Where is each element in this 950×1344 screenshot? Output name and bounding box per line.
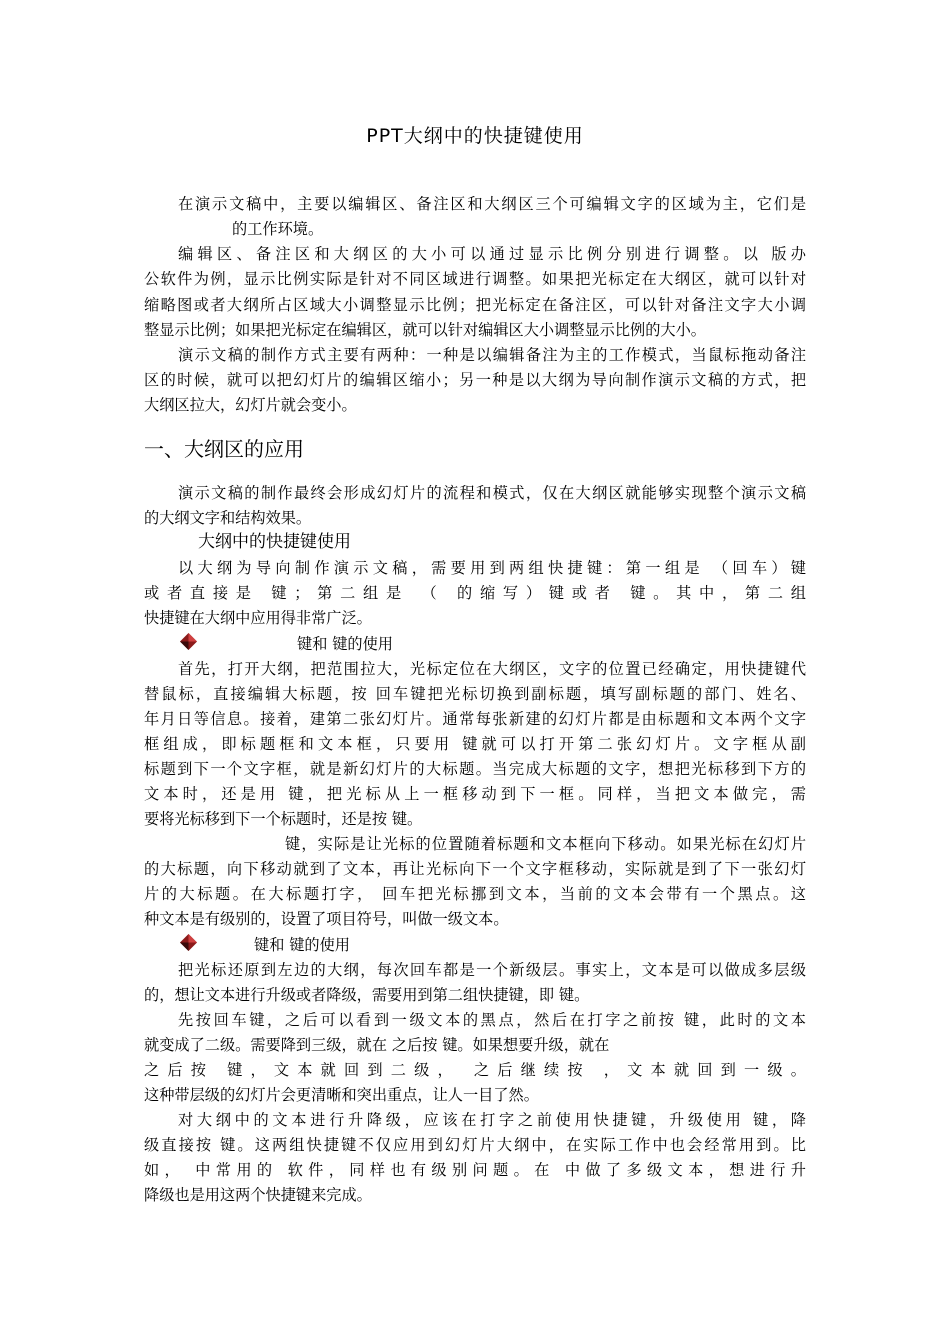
text-line: 文本时，还是用 键，把光标从上一框移动到下一框。同样，当把文本做完，需 [144, 785, 806, 803]
text-line: 键和 键的使用 [254, 936, 350, 954]
text-line: 缩略图或者大纲所占区域大小调整显示比例；把光标定在备注区，可以针对备注文字大小调 [144, 296, 806, 314]
text-line: 这种带层级的幻灯片会更清晰和突出重点，让人一目了然。 [144, 1086, 539, 1104]
text-line: 的大纲文字和结构效果。 [144, 509, 312, 527]
text-line: 公软件为例，显示比例实际是针对不同区域进行调整。如果把光标定在大纲区，就可以针对 [144, 270, 806, 288]
text-line: 以大纲为导向制作演示文稿，需要用到两组快捷键：第一组是 （回车）键 [178, 559, 806, 577]
text-line: 区的时候，就可以把幻灯片的编辑区缩小；另一种是以大纲为导向制作演示文稿的方式，把 [144, 371, 806, 389]
text-line: 之后按 键，文本就回到二级， 之后继续按 ，文本就回到一级。 [144, 1061, 806, 1079]
text-line: 先按回车键，之后可以看到一级文本的黑点，然后在打字之前按 键，此时的文本 [178, 1011, 806, 1029]
text-line: 降级也是用这两个快捷键来完成。 [144, 1186, 372, 1204]
text-line: 把光标还原到左边的大纲，每次回车都是一个新级层。事实上，文本是可以做成多层级 [178, 961, 806, 979]
text-line: 快捷键在大纲中应用得非常广泛。 [144, 609, 372, 627]
text-line: 替鼠标，直接编辑大标题，按 回车键把光标切换到副标题，填写副标题的部门、姓名、 [144, 685, 806, 703]
text-line: 或者直接是 键；第二组是 （ 的缩写）键或者 键。其中，第二组 [144, 584, 806, 602]
text-line: 对大纲中的文本进行升降级，应该在打字之前使用快捷键，升级使用 键，降 [178, 1111, 806, 1129]
text-line: 标题到下一个文字框，就是新幻灯片的大标题。当完成大标题的文字，想把光标移到下方的 [144, 760, 806, 778]
text-line: 就变成了二级。需要降到三级，就在 之后按 键。如果想要升级，就在 [144, 1036, 610, 1054]
text-line: 键和 键的使用 [297, 635, 393, 653]
text-line: 片的大标题。在大标题打字， 回车把光标挪到文本，当前的文本会带有一个黑点。这 [144, 885, 806, 903]
text-line: 演示文稿的制作方式主要有两种：一种是以编辑备注为主的工作模式，当鼠标拖动备注 [178, 346, 806, 364]
text-line: 编辑区、备注区和大纲区的大小可以通过显示比例分别进行调整。以 版办 [178, 245, 806, 263]
diamond-bullet-icon [180, 934, 197, 951]
text-line: 的工作环境。 [232, 220, 324, 238]
text-line: 整显示比例；如果把光标定在编辑区，就可以针对编辑区大小调整显示比例的大小。 [144, 321, 706, 339]
text-line: 要将光标移到下一个标题时，还是按 键。 [144, 810, 423, 828]
diamond-bullet-icon [180, 633, 197, 650]
text-line: 的大标题，向下移动就到了文本，再让光标向下一个文字框移动，实际就是到了下一张幻灯 [144, 860, 806, 878]
text-line: 大纲区拉大，幻灯片就会变小。 [144, 396, 357, 414]
text-line: 在演示文稿中，主要以编辑区、备注区和大纲区三个可编辑文字的区域为主，它们是 [178, 195, 806, 213]
text-line: 的，想让文本进行升级或者降级，需要用到第二组快捷键，即 键。 [144, 986, 590, 1004]
text-line: 种文本是有级别的，设置了项目符号，叫做一级文本。 [144, 910, 509, 928]
text-line: 如， 中常用的 软件，同样也有级别问题。在 中做了多级文本，想进行升 [144, 1161, 806, 1179]
page-title: PPT大纲中的快捷键使用 [366, 125, 584, 147]
text-line: 演示文稿的制作最终会形成幻灯片的流程和模式，仅在大纲区就能够实现整个演示文稿 [178, 484, 806, 502]
text-line: 年月日等信息。接着，建第二张幻灯片。通常每张新建的幻灯片都是由标题和文本两个文字 [144, 710, 806, 728]
section-heading: 一、大纲区的应用 [144, 437, 304, 461]
text-line: 级直接按 键。这两组快捷键不仅应用到幻灯片大纲中，在实际工作中也会经常用到。比 [144, 1136, 806, 1154]
text-line: 框组成，即标题框和文本框，只要用 键就可以打开第二张幻灯片。文字框从副 [144, 735, 806, 753]
text-line: 首先，打开大纲，把范围拉大，光标定位在大纲区，文字的位置已经确定，用快捷键代 [178, 660, 806, 678]
text-line: 键，实际是让光标的位置随着标题和文本框向下移动。如果光标在幻灯片 [285, 835, 806, 853]
subsection-heading: 大纲中的快捷键使用 [198, 532, 351, 552]
